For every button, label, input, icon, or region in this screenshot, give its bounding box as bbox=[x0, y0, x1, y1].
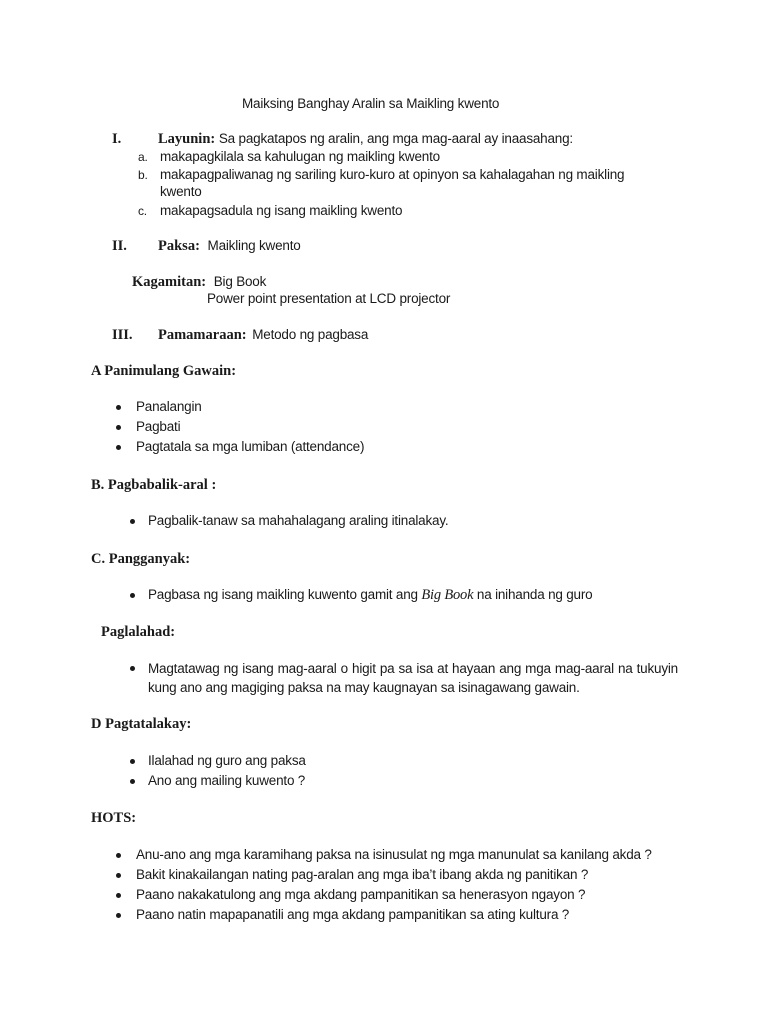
pangganyak-item bbox=[148, 586, 592, 604]
section-1-text: Sa pagkatapos ng aralin, ang mga mag-aaral ay inaasahang: bbox=[218, 131, 573, 146]
section-3-label: Pamamaraan: bbox=[158, 327, 247, 343]
section-1-number: I. bbox=[112, 131, 122, 147]
section-2-text: Maikling kwento bbox=[207, 238, 301, 253]
hots-heading: HOTS: bbox=[91, 810, 137, 826]
pangganyak-heading: C. Pangganyak: bbox=[91, 551, 191, 567]
pagbabalik-item: Pagbalik-tanaw sa mahahalagang araling itinalakay. bbox=[148, 513, 449, 528]
objective-c-text: makapagsadula ng isang maikling kwento bbox=[160, 203, 403, 218]
bullet-icon bbox=[130, 779, 135, 784]
hots-item-1: Anu-ano ang mga karamihang paksa na isinusulat ng mga manunulat sa kanilang akda ? bbox=[136, 847, 652, 862]
pangganyak-item-text: Pagbasa ng isang maikling kuwento gamit ang bbox=[148, 587, 422, 602]
panimula-heading: A Panimulang Gawain: bbox=[91, 363, 237, 379]
bullet-icon bbox=[130, 593, 135, 598]
section-2-number: II. bbox=[112, 238, 127, 254]
hots-item-4: Paano natin mapapanatili ang mga akdang pampanitikan sa ating kultura ? bbox=[136, 907, 570, 922]
document-title: Maiksing Banghay Aralin sa Maikling kwento bbox=[242, 96, 500, 111]
section-2-label: Paksa: bbox=[158, 238, 200, 254]
section-2-line bbox=[158, 237, 301, 255]
objective-c-letter: c. bbox=[138, 204, 147, 218]
kagamitan-label: Kagamitan: bbox=[132, 274, 207, 290]
pagtatalakay-heading: D Pagtatalakay: bbox=[91, 716, 192, 732]
hots-item-3: Paano nakakatulong ang mga akdang pampanitikan sa henerasyon ngayon ? bbox=[136, 887, 586, 902]
section-3-line bbox=[158, 326, 368, 344]
bullet-icon bbox=[116, 405, 121, 410]
objective-a-text: makapagkilala sa kahulugan ng maikling kwento bbox=[160, 149, 440, 164]
panimula-item-3: Pagtatala sa mga lumiban (attendance) bbox=[136, 439, 365, 454]
bullet-icon bbox=[116, 913, 121, 918]
bullet-icon bbox=[130, 519, 135, 524]
section-3-text: Metodo ng pagbasa bbox=[252, 327, 369, 342]
objective-b-letter: b. bbox=[138, 168, 148, 182]
bullet-icon bbox=[130, 759, 135, 764]
kagamitan-line bbox=[132, 273, 266, 291]
section-1-label: Layunin: bbox=[158, 131, 216, 147]
pagtatalakay-item-1: Ilalahad ng guro ang paksa bbox=[148, 753, 306, 768]
objective-b-text: makapagpaliwanag ng sariling kuro-kuro at opinyon sa kahalagahan ng maikling bbox=[160, 167, 625, 182]
pangganyak-item-text-end: na inihanda ng guro bbox=[473, 587, 593, 602]
objective-b-text-cont: kwento bbox=[160, 184, 202, 199]
bullet-icon bbox=[116, 445, 121, 450]
panimula-item-2: Pagbati bbox=[136, 419, 181, 434]
kagamitan-item-2: Power point presentation at LCD projector bbox=[207, 291, 451, 306]
kagamitan-item-1: Big Book bbox=[213, 274, 267, 289]
objective-a-letter: a. bbox=[138, 150, 148, 164]
bullet-icon bbox=[116, 853, 121, 858]
section-1-line bbox=[158, 130, 573, 148]
bullet-icon bbox=[116, 425, 121, 430]
bullet-icon bbox=[116, 873, 121, 878]
pagbabalik-heading: B. Pagbabalik-aral : bbox=[91, 477, 217, 493]
hots-item-2: Bakit kinakailangan nating pag-aralan ang mga iba’t ibang akda ng panitikan ? bbox=[136, 867, 589, 882]
section-3-number: III. bbox=[112, 327, 133, 343]
bullet-icon bbox=[116, 893, 121, 898]
pangganyak-item-emphasis: Big Book bbox=[421, 587, 474, 603]
paglalahad-item: Magtatawag ng isang mag-aaral o higit pa sa isa at hayaan ang mga mag-aaral na tukuyin kung ano ang magiging paksa na may kaugnayan sa isinagawang gawain. bbox=[148, 661, 678, 695]
bullet-icon bbox=[130, 666, 135, 671]
panimula-item-1: Panalangin bbox=[136, 399, 202, 414]
paglalahad-heading: Paglalahad: bbox=[101, 624, 176, 640]
pagtatalakay-item-2: Ano ang mailing kuwento ? bbox=[148, 773, 306, 788]
